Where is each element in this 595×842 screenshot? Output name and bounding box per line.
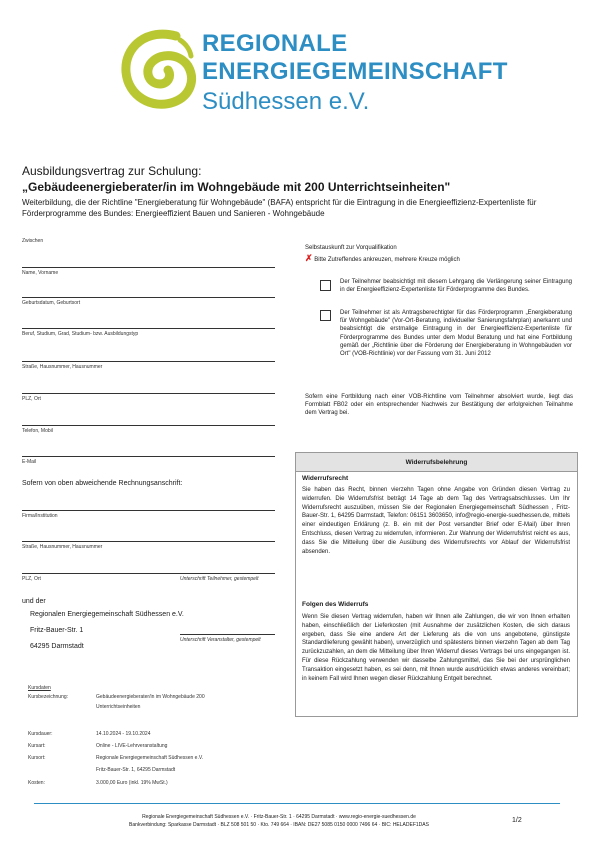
org-name-line2: ENERGIEGEMEINSCHAFT bbox=[202, 58, 508, 85]
course-row-label: Kursart: bbox=[28, 743, 46, 749]
logo-swirl-icon bbox=[118, 26, 198, 112]
cancellation-text2: Wenn Sie diesen Vertrag widerrufen, haben wir Ihnen alle Zahlungen, die wir von Ihnen erhalten haben, einschließlich der Lieferkosten (mit Ausnahme der zusätzlichen Kosten, die sich daraus ergeben, dass Sie eine andere Art der Lieferung als die von uns angebotene, günstigste Standardlieferung gewählt haben), unverzüglich und spätestens binnen vierzehn Tagen ab dem Tag zurückzuzahlen, an dem die Mitteilung über Ihren Widerruf dieses Vertrags bei uns eingegangen ist. Für diese Rückzahlung verwenden wir dasselbe Zahlungsmittel, das Sie bei der ursprünglichen Transaktion eingesetzt haben, es sei denn, mit Ihnen wurde ausdrücklich etwas anderes vereinbart; in keinem Fall wird Ihnen wegen dieser Rückzahlung Entgelt berechnet. bbox=[302, 614, 570, 682]
signature-org-field[interactable] bbox=[180, 634, 275, 635]
billing-street-field[interactable] bbox=[22, 541, 275, 542]
cancellation-title: Widerrufsbelehrung bbox=[405, 459, 468, 466]
qualification-subheading: Bitte Zutreffendes ankreuzen, mehrere Kreuze möglich bbox=[314, 257, 460, 263]
vob-note: Sofern eine Fortbildung nach einer VOB-Richtline vom Teilnehmer absolviert wurde, liegt das Formblatt FB02 oder ein entsprechender Nachweis zur Bestätigung der erfolgreichen Teilnahme dem Vertrag bei. bbox=[305, 394, 573, 417]
profession-field[interactable] bbox=[22, 328, 275, 329]
label-billing-street: Straße, Hausnummer, Hausnummer bbox=[22, 544, 103, 550]
org-address-street: Fritz-Bauer-Str. 1 bbox=[30, 627, 84, 634]
label-birth: Geburtsdatum, Geburtsort bbox=[22, 300, 81, 306]
label-name: Name, Vorname bbox=[22, 270, 59, 276]
label-signature-org: Unterschrift Veranstalter, gestempelt bbox=[180, 637, 261, 643]
cancellation-sub1: Widerrufsrecht bbox=[302, 475, 349, 482]
intro-text: Weiterbildung, die der Richtline "Energieberatung für Wohngebäude" (BAFA) entspricht für die Eintragung in die Energieeffizienz-Expertenliste für Förderprogramme des Bundes: Energieeffizient Bauen und Sanieren - Wohngebäude bbox=[22, 198, 537, 218]
cancellation-sub2: Folgen des Widerrufs bbox=[302, 601, 369, 608]
footer-divider bbox=[34, 803, 560, 804]
option2-text: Der Teilnehmer ist als Antragsberechtigter für das Förderprogramm „Energieberatung für Wohngebäude" (Vor-Ort-Beratung, individueller Sanierungsfahrplan) anerkannt und beabsichtigt die erstmalige Eintragung in der Energieeffizienz-Expertenliste für Förderprogramme des Bundes unter dem Modul Beratung und hat eine Fortbildung gemäß der „Richtlinie über die Förderung der Energieberatung in Wohngebäuden vor Ort" (VOB-Richtlinie) vor der Fassung vom 31. Juni 2012 bbox=[340, 310, 572, 358]
label-billing-city: PLZ, Ort bbox=[22, 576, 41, 582]
option1-checkbox[interactable] bbox=[320, 280, 331, 291]
footer-bank: Bankverbindung: Sparkasse Darmstadt · BLZ 508 501 50 · Kto. 749 664 · IBAN: DE27 5085 0150 0000 7496 64 · BIC: HELADEF1DAS bbox=[129, 822, 429, 828]
cross-mark-icon: ✗ bbox=[305, 253, 313, 263]
course-details-heading: Kursdaten bbox=[28, 685, 51, 691]
label-company: Firma/Institution bbox=[22, 513, 58, 519]
course-row-value2: Unterrichtseinheiten bbox=[96, 704, 141, 710]
page-number: 1/2 bbox=[512, 817, 522, 824]
label-email: E-Mail bbox=[22, 459, 37, 465]
option2-checkbox[interactable] bbox=[320, 310, 331, 321]
cancellation-text1: Sie haben das Recht, binnen vierzehn Tagen ohne Angabe von Gründen diesen Vertrag zu widerrufen. Die Widerrufsfrist beträgt 14 Tage ab dem Tag des Vertragsabschlusses. Um Ihr Widerrufsrecht auszuüben, müssen Sie der Regionalen Energiegemeinschaft Südhessen , Fritz-Bauer-Str. 1, 64295 Darmstadt, Telefon: 06151 3603650, info@regio-energie-suedhessen.de, mittels einer eindeutigen Erklärung (z. B. ein mit der Post versandter Brief oder E-Mail) über Ihren Entschluss, diesen Vertrag zu widerrufen, informieren. Zur Wahrung der Widerrufsfrist reicht es aus, dass Sie die Mitteilung über die Ausübung des Widerrufsrechts vor Ablauf der Widerrufsfrist absenden. bbox=[302, 487, 570, 555]
course-row-value: Gebäudeenergieberater/in im Wohngebäude 200 bbox=[96, 694, 205, 700]
org-address-city: 64295 Darmstadt bbox=[30, 643, 84, 650]
birth-field[interactable] bbox=[22, 297, 275, 298]
email-field[interactable] bbox=[22, 456, 275, 457]
label-phone: Telefon, Mobil bbox=[22, 428, 53, 434]
phone-field[interactable] bbox=[22, 425, 275, 426]
course-row-value: 14.10.2024 - 19.10.2024 bbox=[96, 731, 151, 737]
street-field[interactable] bbox=[22, 361, 275, 362]
label-city: PLZ, Ort bbox=[22, 396, 41, 402]
billing-city-field[interactable] bbox=[22, 573, 275, 574]
billing-heading: Sofern von oben abweichende Rechnungsanschrift: bbox=[22, 480, 183, 487]
org-address-name: Regionalen Energiegemeinschaft Südhessen e.V. bbox=[30, 611, 184, 618]
label-signature-participant: Unterschrift Teilnehmer, gestempelt bbox=[180, 576, 259, 582]
course-row-value: Online - LIVE-Lehrveranstaltung bbox=[96, 743, 168, 749]
name-field[interactable] bbox=[22, 267, 275, 268]
city-field[interactable] bbox=[22, 393, 275, 394]
course-row-value2: Fritz-Bauer-Str. 1, 64295 Darmstadt bbox=[96, 767, 176, 773]
cancellation-box bbox=[295, 452, 578, 717]
org-name-line1: REGIONALE bbox=[202, 30, 348, 57]
course-row-label: Kursbezeichnung: bbox=[28, 694, 69, 700]
company-field[interactable] bbox=[22, 510, 275, 511]
label-zwischen: Zwischen bbox=[22, 238, 44, 244]
option1-text: Der Teilnehmer beabsichtigt mit diesem Lehrgang die Verlängerung seiner Eintragung in der Energieeffizienz-Expertenliste für Förderprogramme des Bundes. bbox=[340, 279, 572, 294]
course-row-label: Kursdauer: bbox=[28, 731, 53, 737]
cancellation-box-header bbox=[296, 453, 577, 472]
course-row-value: Regionale Energiegemeinschaft Südhessen e.V. bbox=[96, 755, 204, 761]
document-title-line1: Ausbildungsvertrag zur Schulung: bbox=[22, 164, 202, 178]
org-name-line3: Südhessen e.V. bbox=[202, 88, 370, 115]
label-profession: Beruf, Studium, Grad, Studium- bzw. Ausbildungstyp bbox=[22, 331, 139, 337]
course-row-value: 3.000,00 Euro (inkl. 19% MwSt.) bbox=[96, 780, 168, 786]
course-row-label: Kosten: bbox=[28, 780, 45, 786]
course-row-label: Kursort: bbox=[28, 755, 46, 761]
qualification-heading: Selbstauskunft zur Vorqualifikation bbox=[305, 245, 397, 251]
footer-address: Regionale Energiegemeinschaft Südhessen e.V. · Fritz-Bauer-Str. 1 · 64295 Darmstadt · www.regio-energie-suedhessen.de bbox=[142, 814, 416, 820]
document-title-line2: „Gebäudeenergieberater/in im Wohngebäude mit 200 Unterrichtseinheiten" bbox=[22, 180, 451, 194]
und-der-text: und der bbox=[22, 598, 46, 605]
label-street: Straße, Hausnummer, Hausnummer bbox=[22, 364, 103, 370]
